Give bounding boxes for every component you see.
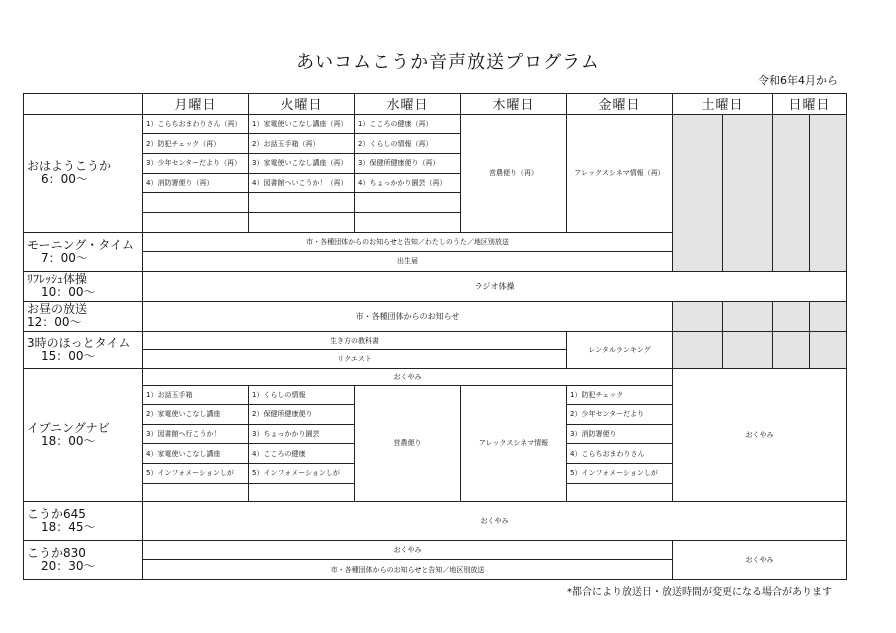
program-cell: おくやみ	[143, 502, 847, 540]
slot-koka830	[24, 540, 143, 579]
program-cell: 1）くらしの情報	[249, 385, 355, 405]
empty-cell	[143, 212, 249, 232]
program-cell: 2）家電使いこなし講座	[143, 405, 249, 425]
program-cell: 4）こらちおまわりさん	[567, 444, 673, 464]
day-header-sun: 日曜日	[773, 94, 847, 115]
empty-cell	[773, 114, 810, 271]
program-cell: おくやみ	[673, 540, 847, 579]
empty-cell	[810, 331, 847, 368]
day-header-mon: 月曜日	[143, 94, 249, 115]
footnote: *都合により放送日・放送時間が変更になる場合があります	[567, 587, 832, 598]
program-cell: ラジオ体操	[143, 271, 847, 301]
slot-time: 6：00～	[41, 172, 88, 187]
empty-cell	[773, 301, 810, 331]
day-header-thu: 木曜日	[461, 94, 567, 115]
program-cell: 2）保健所健康便り	[249, 405, 355, 425]
program-cell: 2）お話玉手箱（再）	[249, 134, 355, 154]
day-header-fri: 金曜日	[567, 94, 673, 115]
slot-label: ﾘﾌﾚｯｼｭ体操	[27, 272, 88, 287]
day-header-wed: 水曜日	[355, 94, 461, 115]
empty-cell	[773, 331, 810, 368]
program-cell: おくやみ	[143, 540, 673, 560]
slot-three	[24, 331, 143, 368]
program-cell: 1）防犯チェック	[567, 385, 673, 405]
program-cell: 1）お話玉手箱	[143, 385, 249, 405]
program-cell: 2）防犯チェック（再）	[143, 134, 249, 154]
empty-cell	[355, 193, 461, 213]
empty-cell	[810, 301, 847, 331]
program-cell: 2）少年センターだより	[567, 405, 673, 425]
header-row	[24, 94, 847, 115]
empty-cell	[249, 212, 355, 232]
program-cell: 1）家電使いこなし講座（再）	[249, 114, 355, 134]
slot-time: 18：45～	[41, 519, 96, 534]
program-cell: 5）インフォメーションしが	[249, 464, 355, 484]
program-cell: 5）インフォメーションしが	[567, 464, 673, 484]
empty-cell	[810, 114, 847, 271]
day-header-sat: 土曜日	[673, 94, 773, 115]
page-title: あいコムこうか音声放送プログラム	[296, 52, 600, 73]
slot-label: お昼の放送	[27, 302, 88, 317]
program-cell: 営農便り（再）	[461, 114, 567, 232]
slot-label: モーニング・タイム	[27, 237, 135, 252]
schedule-table	[23, 93, 847, 580]
slot-label: 3時のほっとタイム	[27, 335, 131, 350]
program-cell: 4）家電使いこなし講座	[143, 444, 249, 464]
program-cell: 市・各種団体からのお知らせと告知／地区別放送	[143, 560, 673, 580]
slot-time: 10：00～	[41, 285, 96, 300]
program-cell: 1）こころの健康（再）	[355, 114, 461, 134]
program-cell: 4）ちょっかかり園芸（再）	[355, 173, 461, 193]
slot-evening	[24, 368, 143, 501]
program-cell: おくやみ	[673, 368, 847, 501]
slot-label: イブニングナビ	[27, 421, 110, 436]
empty-cell	[673, 301, 723, 331]
slot-time: 18：00～	[41, 434, 96, 449]
slot-noon	[24, 301, 143, 331]
empty-cell	[143, 193, 249, 213]
program-cell: 市・各種団体からのお知らせ	[143, 301, 673, 331]
program-cell: 4）図書館へいこうか！（再）	[249, 173, 355, 193]
slot-morning	[24, 114, 143, 232]
program-cell: 1）こらちおまわりさん（再）	[143, 114, 249, 134]
slot-label: こうか645	[27, 506, 86, 521]
slot-time: 7：00～	[41, 250, 88, 265]
empty-cell	[673, 331, 723, 368]
program-cell: 営農便り	[355, 385, 461, 502]
empty-cell	[143, 483, 249, 502]
program-cell: 3）消防署便り	[567, 424, 673, 444]
program-cell: 3）少年センターだより（再）	[143, 153, 249, 173]
slot-morning-time	[24, 232, 143, 271]
program-cell: レンタルランキング	[567, 331, 673, 368]
slot-label: おはようこうか	[27, 159, 112, 174]
slot-refresh	[24, 271, 143, 301]
program-cell: 4）こころの健康	[249, 444, 355, 464]
empty-cell	[355, 212, 461, 232]
program-cell: アレックスシネマ情報	[461, 385, 567, 502]
empty-cell	[723, 114, 773, 271]
program-cell: 2）くらしの情報（再）	[355, 134, 461, 154]
slot-time: 15：00～	[41, 348, 96, 363]
day-header-tue: 火曜日	[249, 94, 355, 115]
empty-cell	[249, 193, 355, 213]
program-cell: アレックスシネマ情報（再）	[567, 114, 673, 232]
program-cell: 市・各種団体からのお知らせと告知／わたしのうた／地区別放送	[143, 232, 673, 252]
empty-cell	[723, 301, 773, 331]
program-cell: 3）ちょっかかり園芸	[249, 424, 355, 444]
program-cell: 4）消防署便り（再）	[143, 173, 249, 193]
empty-cell	[723, 331, 773, 368]
empty-cell	[673, 114, 723, 271]
program-cell: リクエスト	[143, 350, 567, 369]
program-cell: 出生届	[143, 252, 673, 272]
program-cell: 3）図書館へ行こうか！	[143, 424, 249, 444]
program-cell: 3）家電使いこなし講座（再）	[249, 153, 355, 173]
program-cell: おくやみ	[143, 368, 673, 385]
program-cell: 3）保健所健康便り（再）	[355, 153, 461, 173]
effective-date: 令和6年4月から	[758, 74, 838, 87]
program-cell: 生き方の教科書	[143, 331, 567, 350]
program-cell: 5）インフォメーションしが	[143, 464, 249, 484]
slot-label: こうか830	[27, 545, 86, 560]
slot-time: 20：30～	[41, 558, 96, 573]
corner-cell	[24, 94, 143, 115]
empty-cell	[567, 483, 673, 502]
empty-cell	[249, 483, 355, 502]
slot-time: 12：00～	[27, 315, 82, 330]
slot-koka645	[24, 502, 143, 540]
